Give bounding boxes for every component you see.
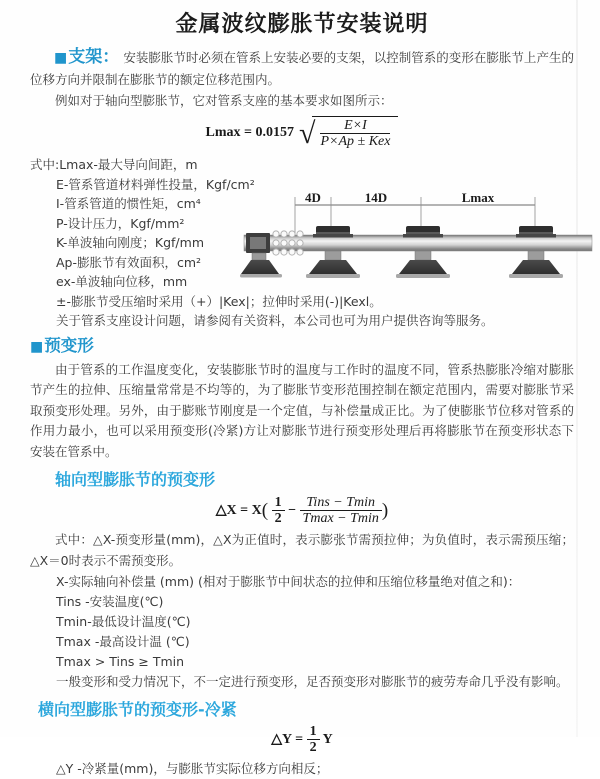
lateral-subsection-heading: 横向型膨胀节的预变形-冷紧 bbox=[38, 700, 237, 720]
definition-line: ±-膨胀节受压缩时采用（+）|Kex|；拉伸时采用(-)|Kexl。 bbox=[56, 293, 382, 309]
predeform-heading-label: 预变形 bbox=[44, 335, 94, 355]
sqrt-symbol-icon: √ bbox=[299, 117, 316, 151]
open-paren: ( bbox=[261, 500, 269, 522]
axial-predeform-formula bbox=[30, 496, 574, 526]
definition-line: E-管系管道材料弹性投量，Kgf/cm² bbox=[56, 176, 255, 192]
dimension-labels bbox=[305, 190, 495, 205]
page-title: 金属波纹膨胀节安装说明 bbox=[175, 12, 429, 37]
lateral-formula-note: △Y -冷紧量(mm)，与膨胀节实际位移方向相反； bbox=[56, 761, 329, 777]
list-item: Tins -安装温度(℃) bbox=[56, 594, 164, 610]
guide-spacing-formula bbox=[30, 116, 574, 151]
dimension-label-lmax: Lmax bbox=[461, 190, 495, 205]
support-section-heading bbox=[54, 47, 119, 67]
formula-lhs: △Y = bbox=[271, 732, 304, 748]
formula-denominator: P×Ap ± Kex bbox=[320, 134, 391, 149]
dimension-label-4d: 4D bbox=[305, 190, 321, 205]
minus-sign: − bbox=[288, 503, 297, 519]
predeform-body-text: 由于管系的工作温度变化，安装膨胀节时的温度与工作时的温度不同，管系热膨胀冷缩对膨胀节产生的拉伸、压缩量常常是不均等的，为了膨胀节变形范围控制在额定范围内，需要对膨胀节采取预变形处理。另外，由于膨账节刚度是一个定值，与补偿量成正比。为了使膨胀节位移对管系的作用力最小，也可以采用预变形(冷紧)方让对膨胀节进行预变形处理后再将膨胀节在预变形状态下安装在管系中。 bbox=[30, 361, 574, 459]
list-item: X-实际轴向补偿量 (mm) (相对于膨胀节中间状态的拉伸和压缩位移量绝对值之和)： bbox=[56, 574, 521, 590]
list-item: 一般变形和受力情况下，不一定进行预变形，足否预变形对膨胀节的疲劳寿命几乎没有影响。 bbox=[56, 674, 569, 690]
section-square-icon: ■ bbox=[54, 50, 68, 66]
definition-line: I-管系管道的惯性矩，cm⁴ bbox=[56, 196, 201, 212]
axial-symbol-list bbox=[30, 572, 574, 692]
section-square-icon: ■ bbox=[30, 338, 44, 355]
pipe-support bbox=[396, 226, 450, 278]
close-paren: ) bbox=[381, 500, 389, 522]
lateral-predeform-formula bbox=[30, 725, 574, 755]
support-intro-text: 安装膨胀节时必须在管系上安装必要的支架，以控制管系的变形在膨胀节上产生的位移方向并限制在膨胀节的额定位移范围内。 bbox=[30, 50, 574, 87]
formula-numerator: E×I bbox=[344, 118, 367, 133]
formula-rhs: Y bbox=[322, 732, 333, 748]
definition-line: 式中:Lmax-最大导向间距，m bbox=[30, 157, 198, 173]
formula-radicand bbox=[312, 116, 398, 150]
one-half-fraction: $\frac{1}{2}$ bbox=[272, 496, 285, 526]
support-example-text: 例如对于轴向型膨胀节，它对管系支座的基本要求如图所示： bbox=[55, 93, 393, 108]
definition-line: P-设计压力，Kgf/mm² bbox=[56, 215, 185, 231]
axial-formula-note: 式中：△X-预变形量(mm)，△X为正值时，表示膨张节需预拉伸；为负值时，表示需预压缩；△X＝0时表示不需预变形。 bbox=[30, 532, 574, 568]
definition-line: 关于管系支座设计问题，请参阅有关资料，本公司也可为用户提供咨询等服务。 bbox=[56, 313, 494, 329]
formula-lhs: Lmax = 0.0157 bbox=[205, 125, 294, 141]
support-spacing-diagram bbox=[240, 190, 596, 286]
pipe-support bbox=[509, 226, 563, 278]
scan-edge-artifact bbox=[576, 0, 578, 737]
axial-subsection-heading: 轴向型膨胀节的预变形 bbox=[55, 470, 216, 490]
list-item: Tmax -最高设计温 (℃) bbox=[56, 634, 190, 650]
pipe-support bbox=[306, 226, 360, 278]
definition-line: K-单波轴向刚度；Kgf/mm bbox=[56, 235, 204, 251]
formula-lhs: △X = X bbox=[215, 503, 262, 519]
one-half-fraction: $\frac{1}{2}$ bbox=[307, 725, 320, 755]
dimension-label-14d: 14D bbox=[364, 190, 388, 205]
temperature-fraction: $\frac{\text{Tins − Tmin}}{Tmax - Tmin}$ bbox=[300, 496, 382, 526]
definition-line: ex-单波轴向位移，mm bbox=[56, 274, 188, 290]
support-paragraph bbox=[30, 47, 574, 90]
support-heading-label: 支架： bbox=[68, 47, 120, 67]
definition-line: Ap-膨胀节有效面积，cm² bbox=[56, 254, 202, 270]
list-item: Tmax > Tins ≥ Tmin bbox=[56, 654, 185, 670]
predeform-section-heading bbox=[30, 335, 574, 358]
list-item: Tmin-最低设计温度(℃) bbox=[56, 614, 191, 630]
